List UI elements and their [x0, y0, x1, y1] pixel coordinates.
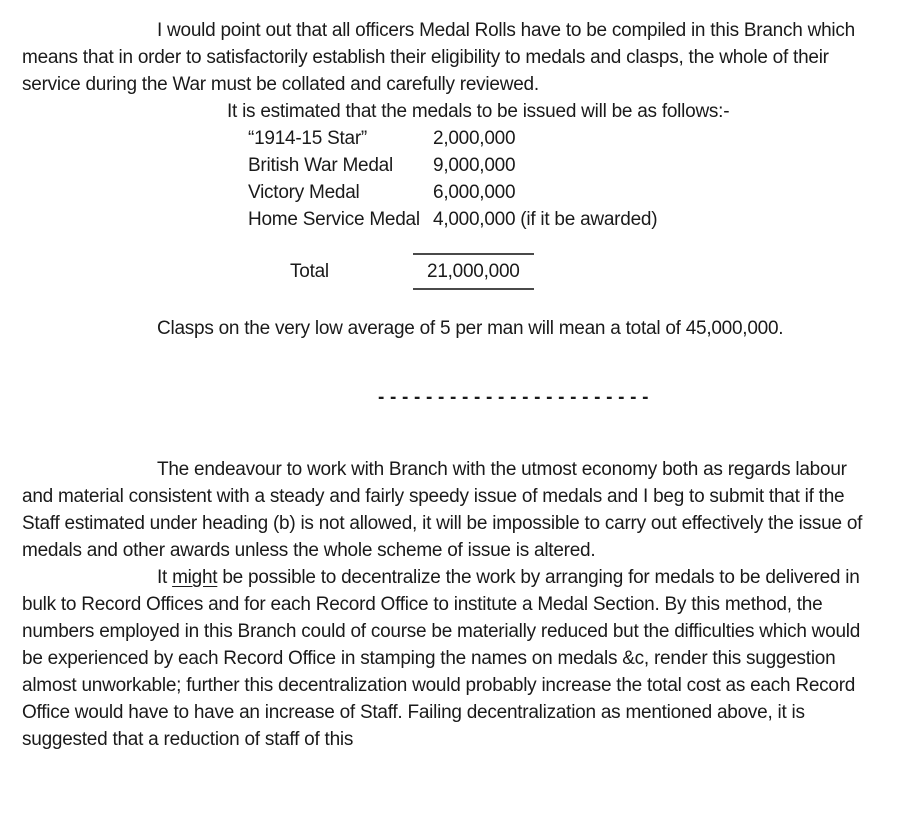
table-row	[248, 125, 870, 152]
table-row	[248, 179, 870, 206]
medal-name: Victory Medal	[248, 182, 360, 203]
paragraph-medal-rolls: I would point out that all officers Medal Rolls have to be compiled in this Branch which means that in order to satisfactorily establish their eligibility to medals and clasps, the whole of their service during the War must be collated and carefully reviewed.	[22, 20, 855, 95]
medal-note: (if it be awarded)	[520, 209, 658, 230]
medal-name: Home Service Medal	[248, 209, 420, 230]
estimate-intro-line: It is estimated that the medals to be issued will be as follows:-	[227, 101, 730, 122]
clasps-summary-line: Clasps on the very low average of 5 per man will mean a total of 45,000,000.	[157, 318, 784, 339]
paragraph-decentralize	[22, 564, 870, 753]
total-label: Total	[290, 261, 329, 282]
total-row	[290, 253, 870, 290]
table-row	[248, 206, 870, 233]
medal-name: British War Medal	[248, 155, 393, 176]
table-row	[248, 152, 870, 179]
paragraph-economy: The endeavour to work with Branch with the utmost economy both as regards labour and material consistent with a steady and fairly speedy issue of medals and I beg to submit that if the Staff estimated under heading (b) is not allowed, it will be impossible to carry out effectively the issue of medals and other awards unless the whole scheme of issue is altered.	[22, 459, 863, 561]
paragraph-suffix: be possible to decentralize the work by arranging for medals to be delivered in bulk to Record Offices and for each Record Office to institute a Medal Section. By this method, the numbers employed in this Branch could of course be materially reduced but the difficulties which would be experienced by each Record Office in stamping the names on medals &c, render this suggestion almost unworkable; further this decentralization would probably increase the total cost as each Record Office would have to have an increase of Staff. Failing decentralization as mentioned above, it is suggested that a reduction of staff of this	[22, 567, 861, 750]
medal-count: 9,000,000	[433, 155, 516, 176]
total-value: 21,000,000	[413, 253, 534, 290]
medal-table	[248, 125, 870, 233]
medal-count: 6,000,000	[433, 182, 516, 203]
paragraph-prefix: It	[157, 567, 173, 588]
medal-count: 4,000,000	[433, 209, 516, 230]
medal-count: 2,000,000	[433, 128, 516, 149]
medal-name: “1914-15 Star”	[248, 128, 368, 149]
underlined-word: might	[172, 567, 218, 588]
dashed-divider: - - - - - - - - - - - - - - - - - - - - - - -	[378, 387, 649, 408]
